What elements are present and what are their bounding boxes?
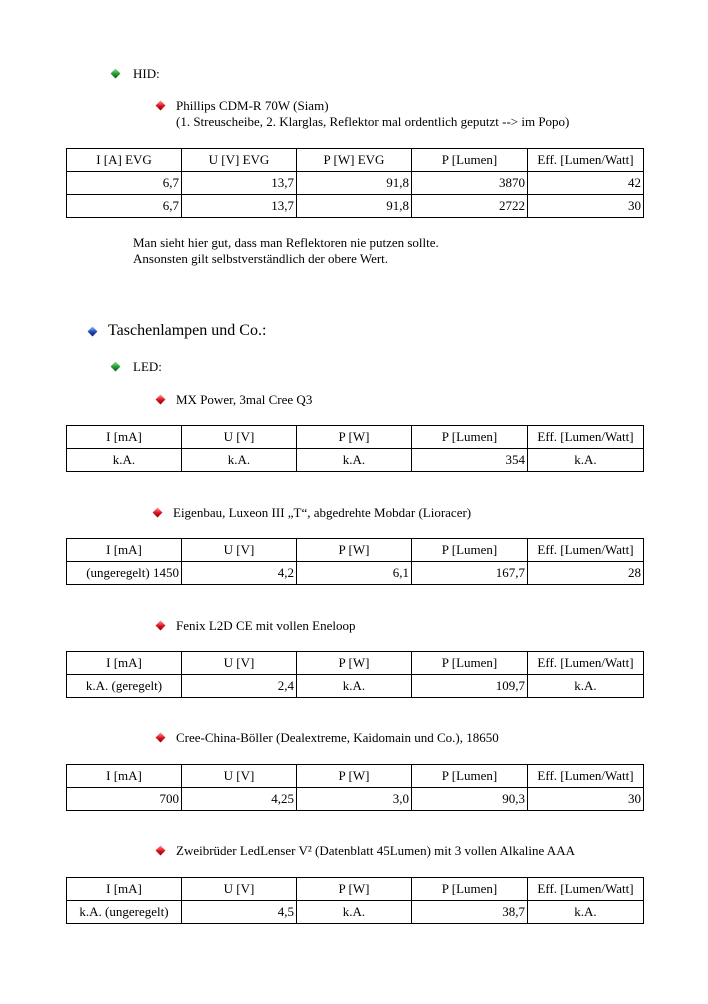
table-row (67, 901, 644, 924)
comment-line: Ansonsten gilt selbstverständlich der obere Wert. (133, 251, 389, 266)
comment-line: Man sieht hier gut, dass man Reflektoren nie putzen sollte. (133, 235, 439, 250)
table-row (67, 562, 644, 585)
table-header-row (67, 426, 644, 449)
item-title: Phillips CDM-R 70W (Siam) (176, 98, 329, 113)
table-cell: 91,8 (297, 195, 412, 218)
table-header-row (67, 652, 644, 675)
table-cell: 3870 (412, 172, 528, 195)
table-header-cell: P [W] (297, 539, 412, 562)
led-table (66, 425, 644, 472)
table-cell: 3,0 (297, 788, 412, 811)
table-header-row (67, 149, 644, 172)
table-cell: 38,7 (412, 901, 528, 924)
table-header-cell: Eff. [Lumen/Watt] (528, 652, 644, 675)
table-row (67, 195, 644, 218)
table-header-cell: U [V] (182, 426, 297, 449)
table-header-cell: P [W] (297, 878, 412, 901)
bullet-icon (156, 101, 166, 111)
table-cell: k.A. (528, 675, 644, 698)
table-header-cell: I [mA] (67, 878, 182, 901)
table-cell: k.A. (297, 449, 412, 472)
table-cell: 13,7 (182, 195, 297, 218)
table-cell: 167,7 (412, 562, 528, 585)
table-cell: 28 (528, 562, 644, 585)
table-row (67, 788, 644, 811)
table-cell: k.A. (67, 449, 182, 472)
bullet-icon (156, 846, 166, 856)
led-table (66, 651, 644, 698)
table-header-cell: I [A] EVG (67, 149, 182, 172)
table-header-cell: Eff. [Lumen/Watt] (528, 539, 644, 562)
table-cell: 30 (528, 788, 644, 811)
table-header-cell: P [W] (297, 765, 412, 788)
led-table (66, 538, 644, 585)
table-header-cell: P [Lumen] (412, 426, 528, 449)
item-title: Eigenbau, Luxeon III „T“, abgedrehte Mobdar (Lioracer) (173, 505, 472, 520)
led-table (66, 764, 644, 811)
table-cell: 91,8 (297, 172, 412, 195)
table-header-cell: P [Lumen] (412, 149, 528, 172)
table-cell: 354 (412, 449, 528, 472)
table-cell: 700 (67, 788, 182, 811)
table-header-row (67, 765, 644, 788)
table-cell: k.A. (528, 901, 644, 924)
section-heading-hid: HID: (133, 66, 160, 81)
item-title: MX Power, 3mal Cree Q3 (176, 392, 313, 407)
table-cell: 30 (528, 195, 644, 218)
table-cell: k.A. (geregelt) (67, 675, 182, 698)
table-row (67, 172, 644, 195)
table-header-cell: I [mA] (67, 652, 182, 675)
bullet-icon (153, 508, 163, 518)
table-header-row (67, 539, 644, 562)
table-cell: 6,7 (67, 195, 182, 218)
table-header-cell: P [W] (297, 426, 412, 449)
table-header-row (67, 878, 644, 901)
table-cell: 4,5 (182, 901, 297, 924)
table-cell: (ungeregelt) 1450 (67, 562, 182, 585)
table-header-cell: P [Lumen] (412, 878, 528, 901)
table-cell: 6,7 (67, 172, 182, 195)
table-header-cell: I [mA] (67, 539, 182, 562)
table-cell: 90,3 (412, 788, 528, 811)
table-cell: 4,2 (182, 562, 297, 585)
table-header-cell: Eff. [Lumen/Watt] (528, 426, 644, 449)
section-heading-taschenlampen: Taschenlampen und Co.: (108, 322, 267, 339)
table-cell: k.A. (182, 449, 297, 472)
subsection-heading-led: LED: (133, 359, 162, 374)
item-title: Zweibrüder LedLenser V² (Datenblatt 45Lumen) mit 3 vollen Alkaline AAA (176, 843, 575, 858)
table-header-cell: P [Lumen] (412, 539, 528, 562)
bullet-icon (111, 362, 121, 372)
table-header-cell: U [V] EVG (182, 149, 297, 172)
item-title: Fenix L2D CE mit vollen Eneloop (176, 618, 356, 633)
item-title: Cree-China-Böller (Dealextreme, Kaidomain und Co.), 18650 (176, 730, 499, 745)
table-header-cell: U [V] (182, 765, 297, 788)
table-header-cell: U [V] (182, 878, 297, 901)
table-cell: 13,7 (182, 172, 297, 195)
bullet-icon (156, 733, 166, 743)
table-row (67, 449, 644, 472)
table-header-cell: Eff. [Lumen/Watt] (528, 878, 644, 901)
table-cell: 6,1 (297, 562, 412, 585)
table-cell: k.A. (528, 449, 644, 472)
item-note: (1. Streuscheibe, 2. Klarglas, Reflektor mal ordentlich geputzt --> im Popo) (176, 114, 570, 129)
table-header-cell: U [V] (182, 539, 297, 562)
table-cell: 4,25 (182, 788, 297, 811)
table-cell: k.A. (297, 901, 412, 924)
table-cell: k.A. (297, 675, 412, 698)
table-header-cell: P [W] EVG (297, 149, 412, 172)
led-table (66, 877, 644, 924)
bullet-icon (156, 621, 166, 631)
bullet-icon (156, 395, 166, 405)
table-header-cell: U [V] (182, 652, 297, 675)
table-header-cell: I [mA] (67, 765, 182, 788)
table-cell: 2,4 (182, 675, 297, 698)
table-header-cell: P [W] (297, 652, 412, 675)
table-cell: 42 (528, 172, 644, 195)
bullet-icon (111, 69, 121, 79)
table-cell: k.A. (ungeregelt) (67, 901, 182, 924)
bullet-icon (88, 327, 98, 337)
table-cell: 109,7 (412, 675, 528, 698)
table-row (67, 675, 644, 698)
table-header-cell: P [Lumen] (412, 652, 528, 675)
table-header-cell: I [mA] (67, 426, 182, 449)
table-header-cell: Eff. [Lumen/Watt] (528, 149, 644, 172)
table-header-cell: P [Lumen] (412, 765, 528, 788)
table-header-cell: Eff. [Lumen/Watt] (528, 765, 644, 788)
hid-table (66, 148, 644, 218)
table-cell: 2722 (412, 195, 528, 218)
